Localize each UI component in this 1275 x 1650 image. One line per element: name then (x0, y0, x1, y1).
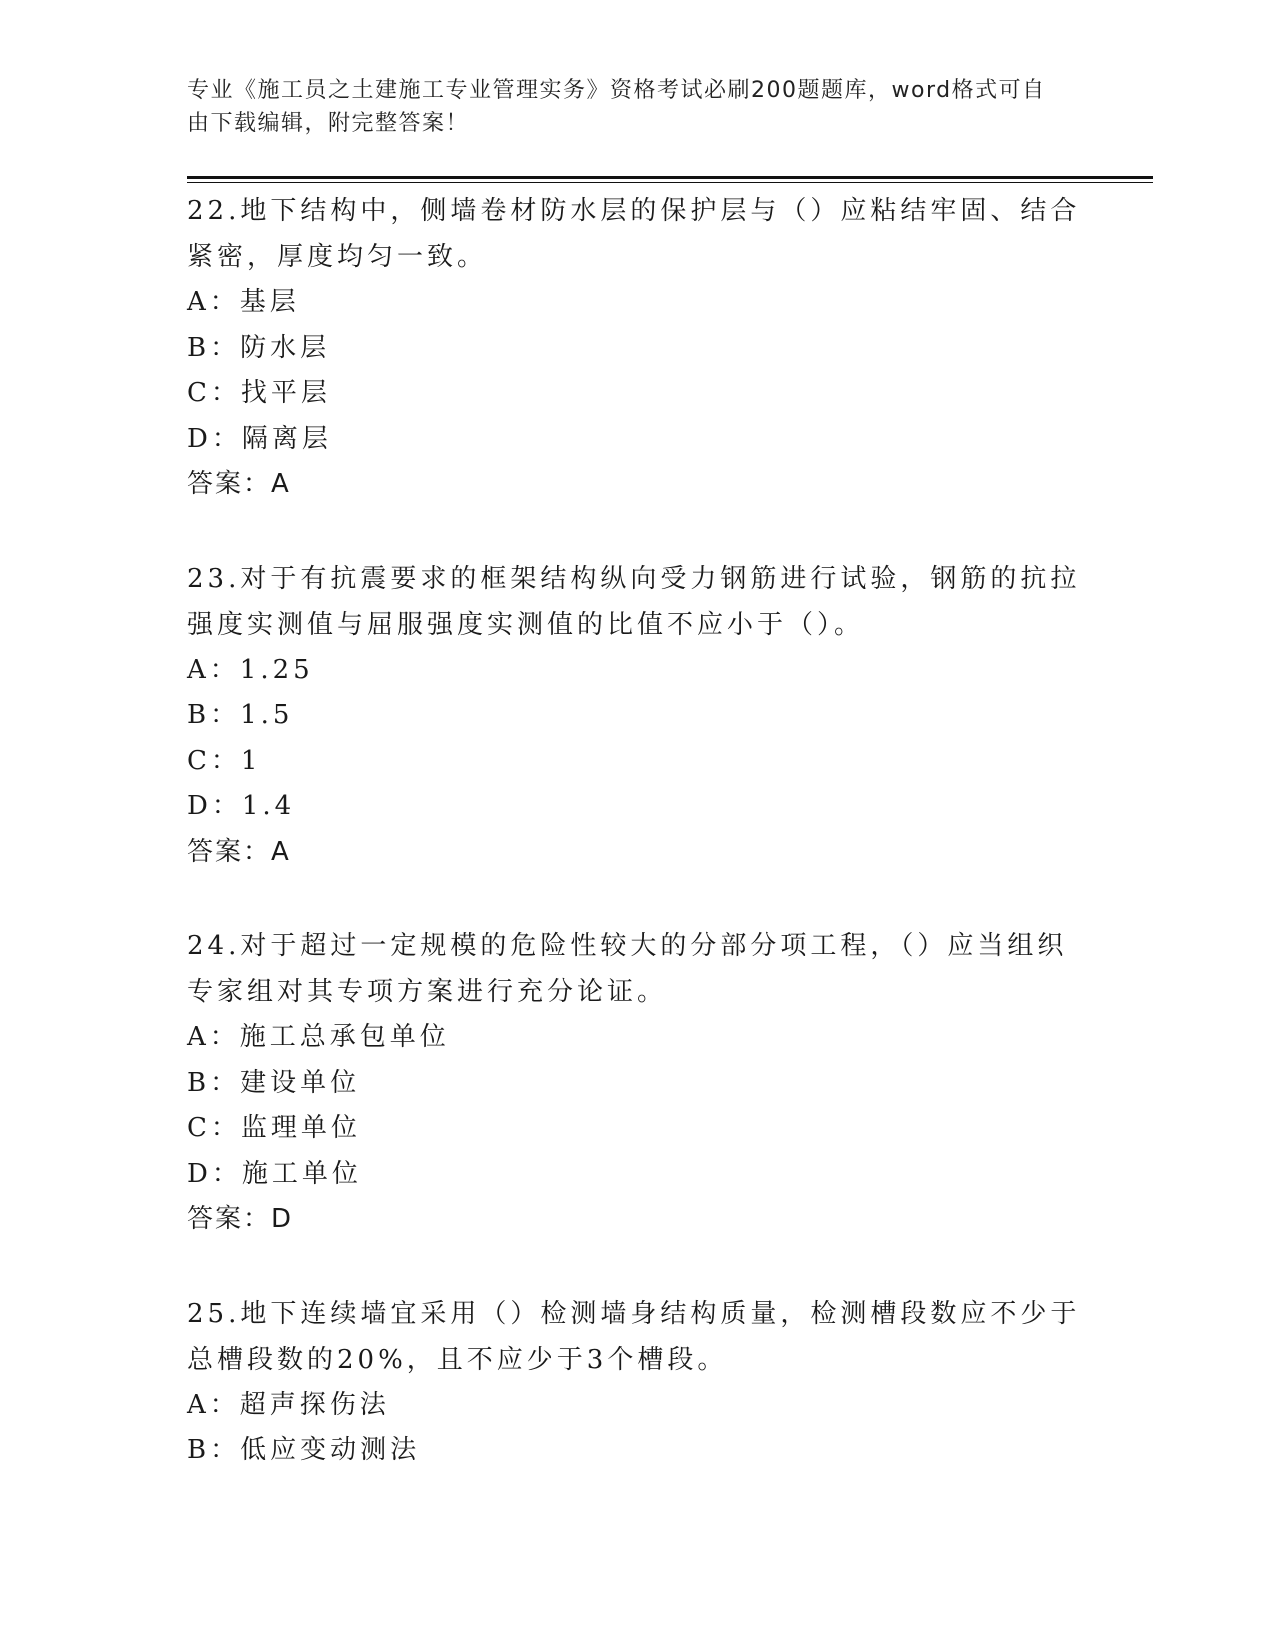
option-d: D：1.4 (187, 791, 296, 821)
option-c: C：1 (187, 745, 262, 776)
answer: 答案：D (187, 1204, 294, 1234)
question-stem: 23.对于有抗震要求的框架结构纵向受力钢筋进行试验，钢筋的抗拉强度实测值与屈服强度实测值的比值不应小于（）。 (187, 563, 1081, 640)
option-b: B：低应变动测法 (187, 1435, 421, 1465)
question-stem: 25.地下连续墙宜采用（）检测墙身结构质量，检测槽段数应不少于总槽段数的20%，且不应少于3个槽段。 (187, 1298, 1081, 1375)
question-22 (187, 188, 1087, 508)
question-23 (187, 556, 1087, 876)
answer: 答案：A (187, 836, 291, 867)
option-d: D：隔离层 (187, 423, 332, 454)
option-d: D：施工单位 (187, 1158, 362, 1189)
option-a: A：1.25 (187, 654, 314, 685)
answer: 答案：A (187, 469, 291, 499)
option-a: A：施工总承包单位 (187, 1022, 450, 1052)
question-25 (187, 1291, 1087, 1474)
header-divider-thin (187, 182, 1153, 183)
document-header: 专业《施工员之土建施工专业管理实务》资格考试必刷200题题库，word格式可自由下载编辑，附完整答案！ (187, 78, 1046, 136)
question-24 (187, 923, 1087, 1243)
question-list (187, 188, 1087, 1474)
option-b: B：防水层 (187, 332, 331, 363)
option-b: B：1.5 (187, 700, 294, 730)
question-stem: 22.地下结构中，侧墙卷材防水层的保护层与（）应粘结牢固、结合紧密，厚度均匀一致。 (187, 196, 1081, 272)
question-stem: 24.对于超过一定规模的危险性较大的分部分项工程，（）应当组织专家组对其专项方案进行充分论证。 (187, 931, 1068, 1007)
option-c: C：监理单位 (187, 1113, 361, 1143)
option-c: C：找平层 (187, 378, 331, 408)
option-a: A：超声探伤法 (187, 1389, 390, 1420)
option-a: A：基层 (187, 287, 300, 317)
header-divider-thick (187, 176, 1153, 179)
option-b: B：建设单位 (187, 1067, 361, 1098)
